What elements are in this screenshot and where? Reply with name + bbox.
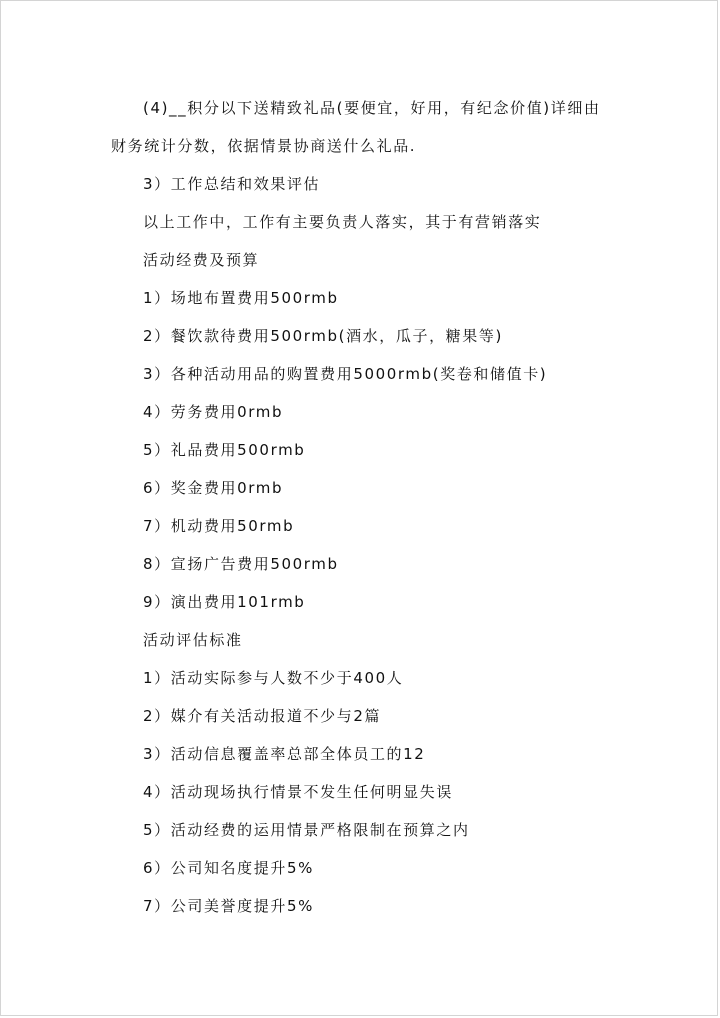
gift-policy-continuation: 财务统计分数，依据情景协商送什么礼品. [111,137,417,155]
section-heading-evaluation: 活动评估标准 [143,631,243,649]
budget-item: 5）礼品费用500rmb [143,441,306,459]
evaluation-item: 3）活动信息覆盖率总部全体员工的12 [143,745,426,763]
budget-item: 9）演出费用101rmb [143,593,306,611]
budget-item: 4）劳务费用0rmb [143,403,284,421]
section-heading-work-summary: 3）工作总结和效果评估 [143,175,321,193]
section-heading-budget: 活动经费及预算 [143,251,260,269]
evaluation-item: 1）活动实际参与人数不少于400人 [143,669,404,687]
budget-item: 2）餐饮款待费用500rmb(酒水，瓜子，糖果等) [143,327,503,345]
evaluation-item: 2）媒介有关活动报道不少与2篇 [143,707,382,725]
gift-policy-line: (4)__积分以下送精致礼品(要便宜，好用，有纪念价值)详细由 [143,99,601,117]
budget-item: 6）奖金费用0rmb [143,479,284,497]
evaluation-item: 5）活动经费的运用情景严格限制在预算之内 [143,821,470,839]
budget-item: 7）机动费用50rmb [143,517,295,535]
evaluation-item: 4）活动现场执行情景不发生任何明显失误 [143,783,453,801]
responsibility-line: 以上工作中，工作有主要负责人落实，其于有营销落实 [143,213,542,231]
evaluation-item: 7）公司美誉度提升5% [143,897,314,915]
evaluation-item: 6）公司知名度提升5% [143,859,314,877]
budget-item: 3）各种活动用品的购置费用5000rmb(奖卷和储值卡) [143,365,548,383]
budget-item: 1）场地布置费用500rmb [143,289,339,307]
budget-item: 8）宣扬广告费用500rmb [143,555,339,573]
